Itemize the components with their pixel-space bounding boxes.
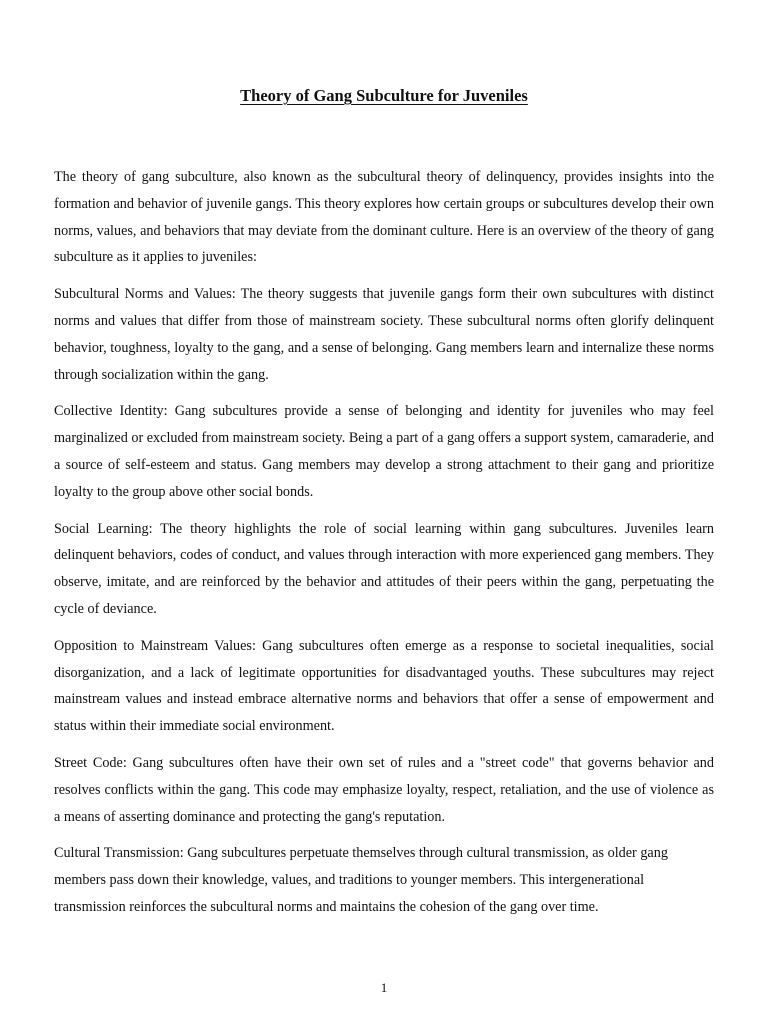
document-body (54, 164, 714, 931)
paragraph-intro: The theory of gang subculture, also known as the subcultural theory of delinquency, provides insights into the formation and behavior of juvenile gangs. This theory explores how certain groups or subcultures develop their own norms, values, and behaviors that may deviate from the dominant culture. Here is an overview of the theory of gang subculture as it applies to juveniles: (54, 169, 714, 266)
paragraph-social-learning: Social Learning: The theory highlights the role of social learning within gang subcultures. Juveniles learn delinquent behaviors, codes of conduct, and values through interaction with more experienced gang members. They observe, imitate, and are reinforced by the behavior and attitudes of their peers within the gang, perpetuating the cycle of deviance. (54, 520, 714, 617)
paragraph-street-code: Street Code: Gang subcultures often have their own set of rules and a "street code" that governs behavior and resolves conflicts within the gang. This code may emphasize loyalty, respect, retaliation, and the use of violence as a means of asserting dominance and protecting the gang's reputation. (54, 754, 714, 825)
paragraph-cultural-transmission: Cultural Transmission: Gang subcultures perpetuate themselves through cultural transmission, as older gang members pass down their knowledge, values, and traditions to younger members. This intergenerational transmission reinforces the subcultural norms and maintains the cohesion of the gang over time. (54, 845, 668, 915)
document-title-text: Theory of Gang Subculture for Juveniles (240, 86, 528, 105)
paragraph-opposition: Opposition to Mainstream Values: Gang subcultures often emerge as a response to societal inequalities, social disorganization, and a lack of legitimate opportunities for disadvantaged youths. These subcultures may reject mainstream values and instead embrace alternative norms and behaviors that offer a sense of empowerment and status within their immediate social environment. (54, 637, 714, 735)
document-title (0, 86, 768, 106)
page-number: 1 (380, 980, 388, 995)
paragraph-collective-identity: Collective Identity: Gang subcultures provide a sense of belonging and identity for juveniles who may feel marginalized or excluded from mainstream society. Being a part of a gang offers a support system, camaraderie, and a source of self-esteem and status. Gang members may develop a strong attachment to their gang and prioritize loyalty to the group above other social bonds. (54, 403, 714, 500)
paragraph-subcultural-norms: Subcultural Norms and Values: The theory suggests that juvenile gangs form their own subcultures with distinct norms and values that differ from those of mainstream society. These subcultural norms often glorify delinquent behavior, toughness, loyalty to the gang, and a sense of belonging. Gang members learn and internalize these norms through socialization within the gang. (54, 286, 714, 383)
